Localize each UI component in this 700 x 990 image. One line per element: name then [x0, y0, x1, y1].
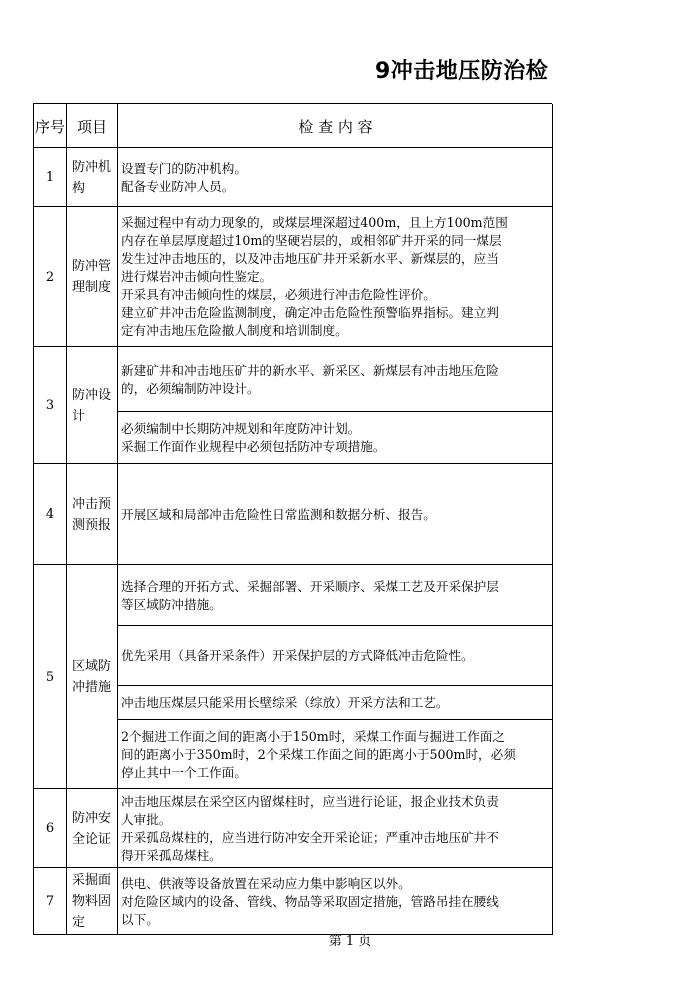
- content-line: 停止其中一个工作面。: [121, 764, 247, 780]
- content-line: 开采具有冲击倾向性的煤层，必须进行冲击危险性评价。: [121, 287, 436, 302]
- header-content: 检 查 内 容: [298, 117, 373, 136]
- row-item: 防冲安全论证: [72, 810, 112, 847]
- header-item: 项目: [76, 117, 107, 136]
- check-content: [118, 686, 553, 720]
- row-item: 区域防冲措施: [72, 659, 112, 695]
- content-line: 内存在单层厚度超过10m的坚硬岩层的，或相邻矿井开采的同一煤层: [121, 233, 502, 248]
- row-number: 3: [45, 398, 55, 413]
- row-number: 7: [45, 894, 55, 909]
- content-line: 采掘工作面作业规程中必须包括防冲专项措施。: [121, 439, 386, 454]
- row-number: 2: [45, 269, 55, 285]
- content-line: 定有冲击地压危险撤人制度和培训制度。: [121, 323, 348, 338]
- check-content: [118, 464, 553, 565]
- check-content: [118, 789, 553, 868]
- content-line: 设置专门的防冲机构。: [121, 160, 247, 176]
- content-line: 优先采用（具备开采条件）开采保护层的方式降低冲击危险性。: [121, 648, 474, 663]
- content-line: 冲击地压煤层在采空区内留煤柱时，应当进行论证，报企业技术负责: [121, 793, 499, 809]
- content-line: 必须编制中长期防冲规划和年度防冲计划。: [121, 421, 361, 436]
- page-footer: 第 1 页: [328, 934, 372, 949]
- row-item: 冲击预测预报: [72, 496, 112, 533]
- content-line: 供电、供液等设备放置在采动应力集中影响区以外。: [121, 875, 411, 891]
- page-title: 9冲击地压防治检: [375, 59, 549, 84]
- check-content: [118, 207, 553, 347]
- content-line: 进行煤岩冲击倾向性鉴定。: [121, 269, 273, 284]
- row-number: 6: [45, 821, 55, 836]
- content-line: 选择合理的开拓方式、采掘部署、开采顺序、采煤工艺及开采保护层: [121, 578, 499, 594]
- content-line: 开展区域和局部冲击危险性日常监测和数据分析、报告。: [121, 506, 436, 522]
- content-line: 发生过冲击地压的，以及冲击地压矿井开采新水平、新煤层的，应当: [121, 251, 499, 266]
- content-line: 间的距离小于350m时，2个采煤工作面之间的距离小于500m时，必须: [121, 746, 516, 762]
- content-line: 冲击地压煤层只能采用长壁综采（综放）开采方法和工艺。: [121, 695, 449, 710]
- check-content: [118, 412, 553, 464]
- row-number: 4: [45, 507, 55, 522]
- content-line: 开采孤岛煤柱的，应当进行防冲安全开采论证；严重冲击地压矿井不: [121, 829, 499, 845]
- content-line: 对危险区域内的设备、管线、物品等采取固定措施，管路吊挂在腰线: [121, 893, 499, 909]
- check-content: [118, 148, 553, 207]
- check-content: [118, 720, 553, 789]
- content-line: 以下。: [121, 911, 159, 927]
- content-line: 新建矿井和冲击地压矿井的新水平、新采区、新煤层有冲击地压危险: [121, 362, 499, 378]
- content-line: 得开采孤岛煤柱。: [121, 847, 222, 863]
- row-number: 5: [45, 669, 55, 685]
- content-line: 的，必须编制防冲设计。: [121, 380, 260, 396]
- content-line: 人审批。: [121, 811, 172, 827]
- row-item: 防冲设计: [72, 387, 112, 424]
- row-number: 1: [45, 170, 55, 185]
- content-line: 采掘过程中有动力现象的，或煤层埋深超过400m，且上方100m范围: [121, 215, 508, 230]
- row-item: 防冲机构: [72, 159, 112, 196]
- check-content: [118, 626, 553, 686]
- row-item: 采掘面物料固定: [72, 873, 112, 930]
- row-item: 防冲管理制度: [72, 259, 112, 295]
- content-line: 2个掘进工作面之间的距离小于150m时，采煤工作面与掘进工作面之: [121, 728, 506, 744]
- content-line: 等区域防冲措施。: [121, 596, 222, 612]
- content-line: 配备专业防冲人员。: [121, 178, 235, 194]
- check-content: [118, 347, 553, 412]
- header-seq: 序号: [34, 117, 65, 136]
- check-content: [118, 868, 553, 935]
- inspection-table: [33, 103, 552, 935]
- check-content: [118, 565, 553, 626]
- content-line: 建立矿井冲击危险监测制度，确定冲击危险性预警临界指标。建立判: [121, 305, 499, 320]
